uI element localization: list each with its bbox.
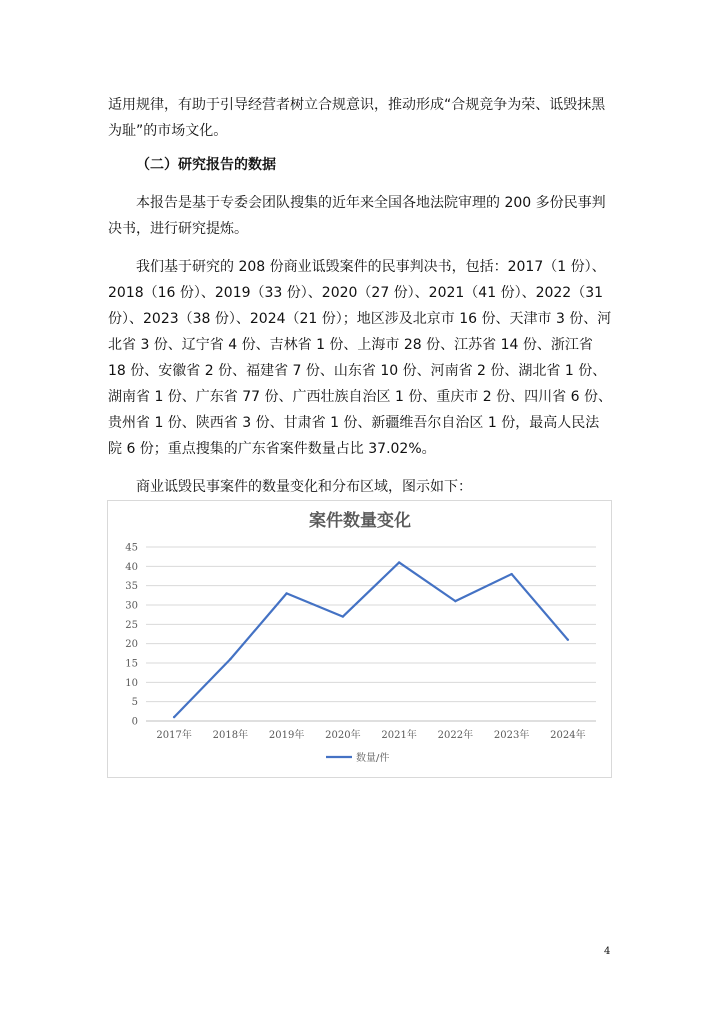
y-tick-label: 45 xyxy=(125,542,138,554)
x-tick-label: 2022年 xyxy=(437,730,474,741)
y-tick-label: 0 xyxy=(131,716,138,728)
x-tick-label: 2020年 xyxy=(325,730,361,741)
y-tick-label: 15 xyxy=(125,658,138,670)
x-tick-label: 2017年 xyxy=(156,730,192,741)
paragraph-intro-continuation: 适用规律，有助于引导经营者树立合规意识，推动形成“合规竞争为荣、诋毁抹黑为耻”的市场文化。 xyxy=(108,97,606,139)
y-tick-label: 5 xyxy=(131,697,138,709)
x-tick-label: 2021年 xyxy=(381,730,417,741)
data-point xyxy=(510,573,512,575)
figure-caption: 商业诋毁民事案件的数量变化和分布区域，图示如下： xyxy=(136,479,472,495)
data-point xyxy=(285,592,287,594)
page-number: 4 xyxy=(604,946,611,957)
y-tick-label: 40 xyxy=(125,561,138,573)
y-tick-label: 20 xyxy=(125,639,138,651)
x-tick-label: 2018年 xyxy=(212,730,249,741)
paragraph-data-source: 本报告是基于专委会团队搜集的近年来全国各地法院审理的 200 多份民事判决书，进行研究提炼。 xyxy=(108,195,606,237)
paragraph-case-breakdown: 我们基于研究的 208 份商业诋毁案件的民事判决书，包括：2017（1 份）、2018（16 份）、2019（33 份）、2020（27 份）、2021（41 份）、2022（31 份）、2023（38 份）、2024（21 份）；地区涉及北京市 16 份、天津市 3 份、河北省 3 份、辽宁省 4 份、吉林省 1 份、上海市 28 份、江苏省 14 份、浙江省 18 份、安徽省 2 份、福建省 7 份、山东省 10 份、河南省 2 份、湖北省 1 份、湖南省 1 份、广东省 77 份、广西壮族自治区 1 份、重庆市 2 份、四川省 6 份、贵州省 1 份、陕西省 3 份、甘肃省 1 份、新疆维吾尔自治区 1 份，最高人民法院 6 份；重点搜集的广东省案件数量占比 37.02%。 xyxy=(108,259,612,457)
data-point xyxy=(567,639,569,641)
chart-svg xyxy=(108,501,613,779)
data-point xyxy=(342,615,344,617)
section-heading: （二）研究报告的数据 xyxy=(136,157,276,173)
x-tick-label: 2024年 xyxy=(550,730,586,741)
x-tick-label: 2023年 xyxy=(493,730,530,741)
y-tick-label: 25 xyxy=(125,619,138,631)
data-point xyxy=(173,716,175,718)
x-tick-label: 2019年 xyxy=(268,730,305,741)
case-count-chart xyxy=(107,500,612,778)
data-point xyxy=(229,658,231,660)
data-point xyxy=(398,561,400,563)
data-point xyxy=(454,600,456,602)
y-tick-label: 35 xyxy=(125,581,138,593)
chart-title: 案件数量变化 xyxy=(309,511,411,531)
y-tick-label: 30 xyxy=(125,600,138,612)
legend-label: 数量/件 xyxy=(356,753,390,764)
y-tick-label: 10 xyxy=(125,677,138,689)
